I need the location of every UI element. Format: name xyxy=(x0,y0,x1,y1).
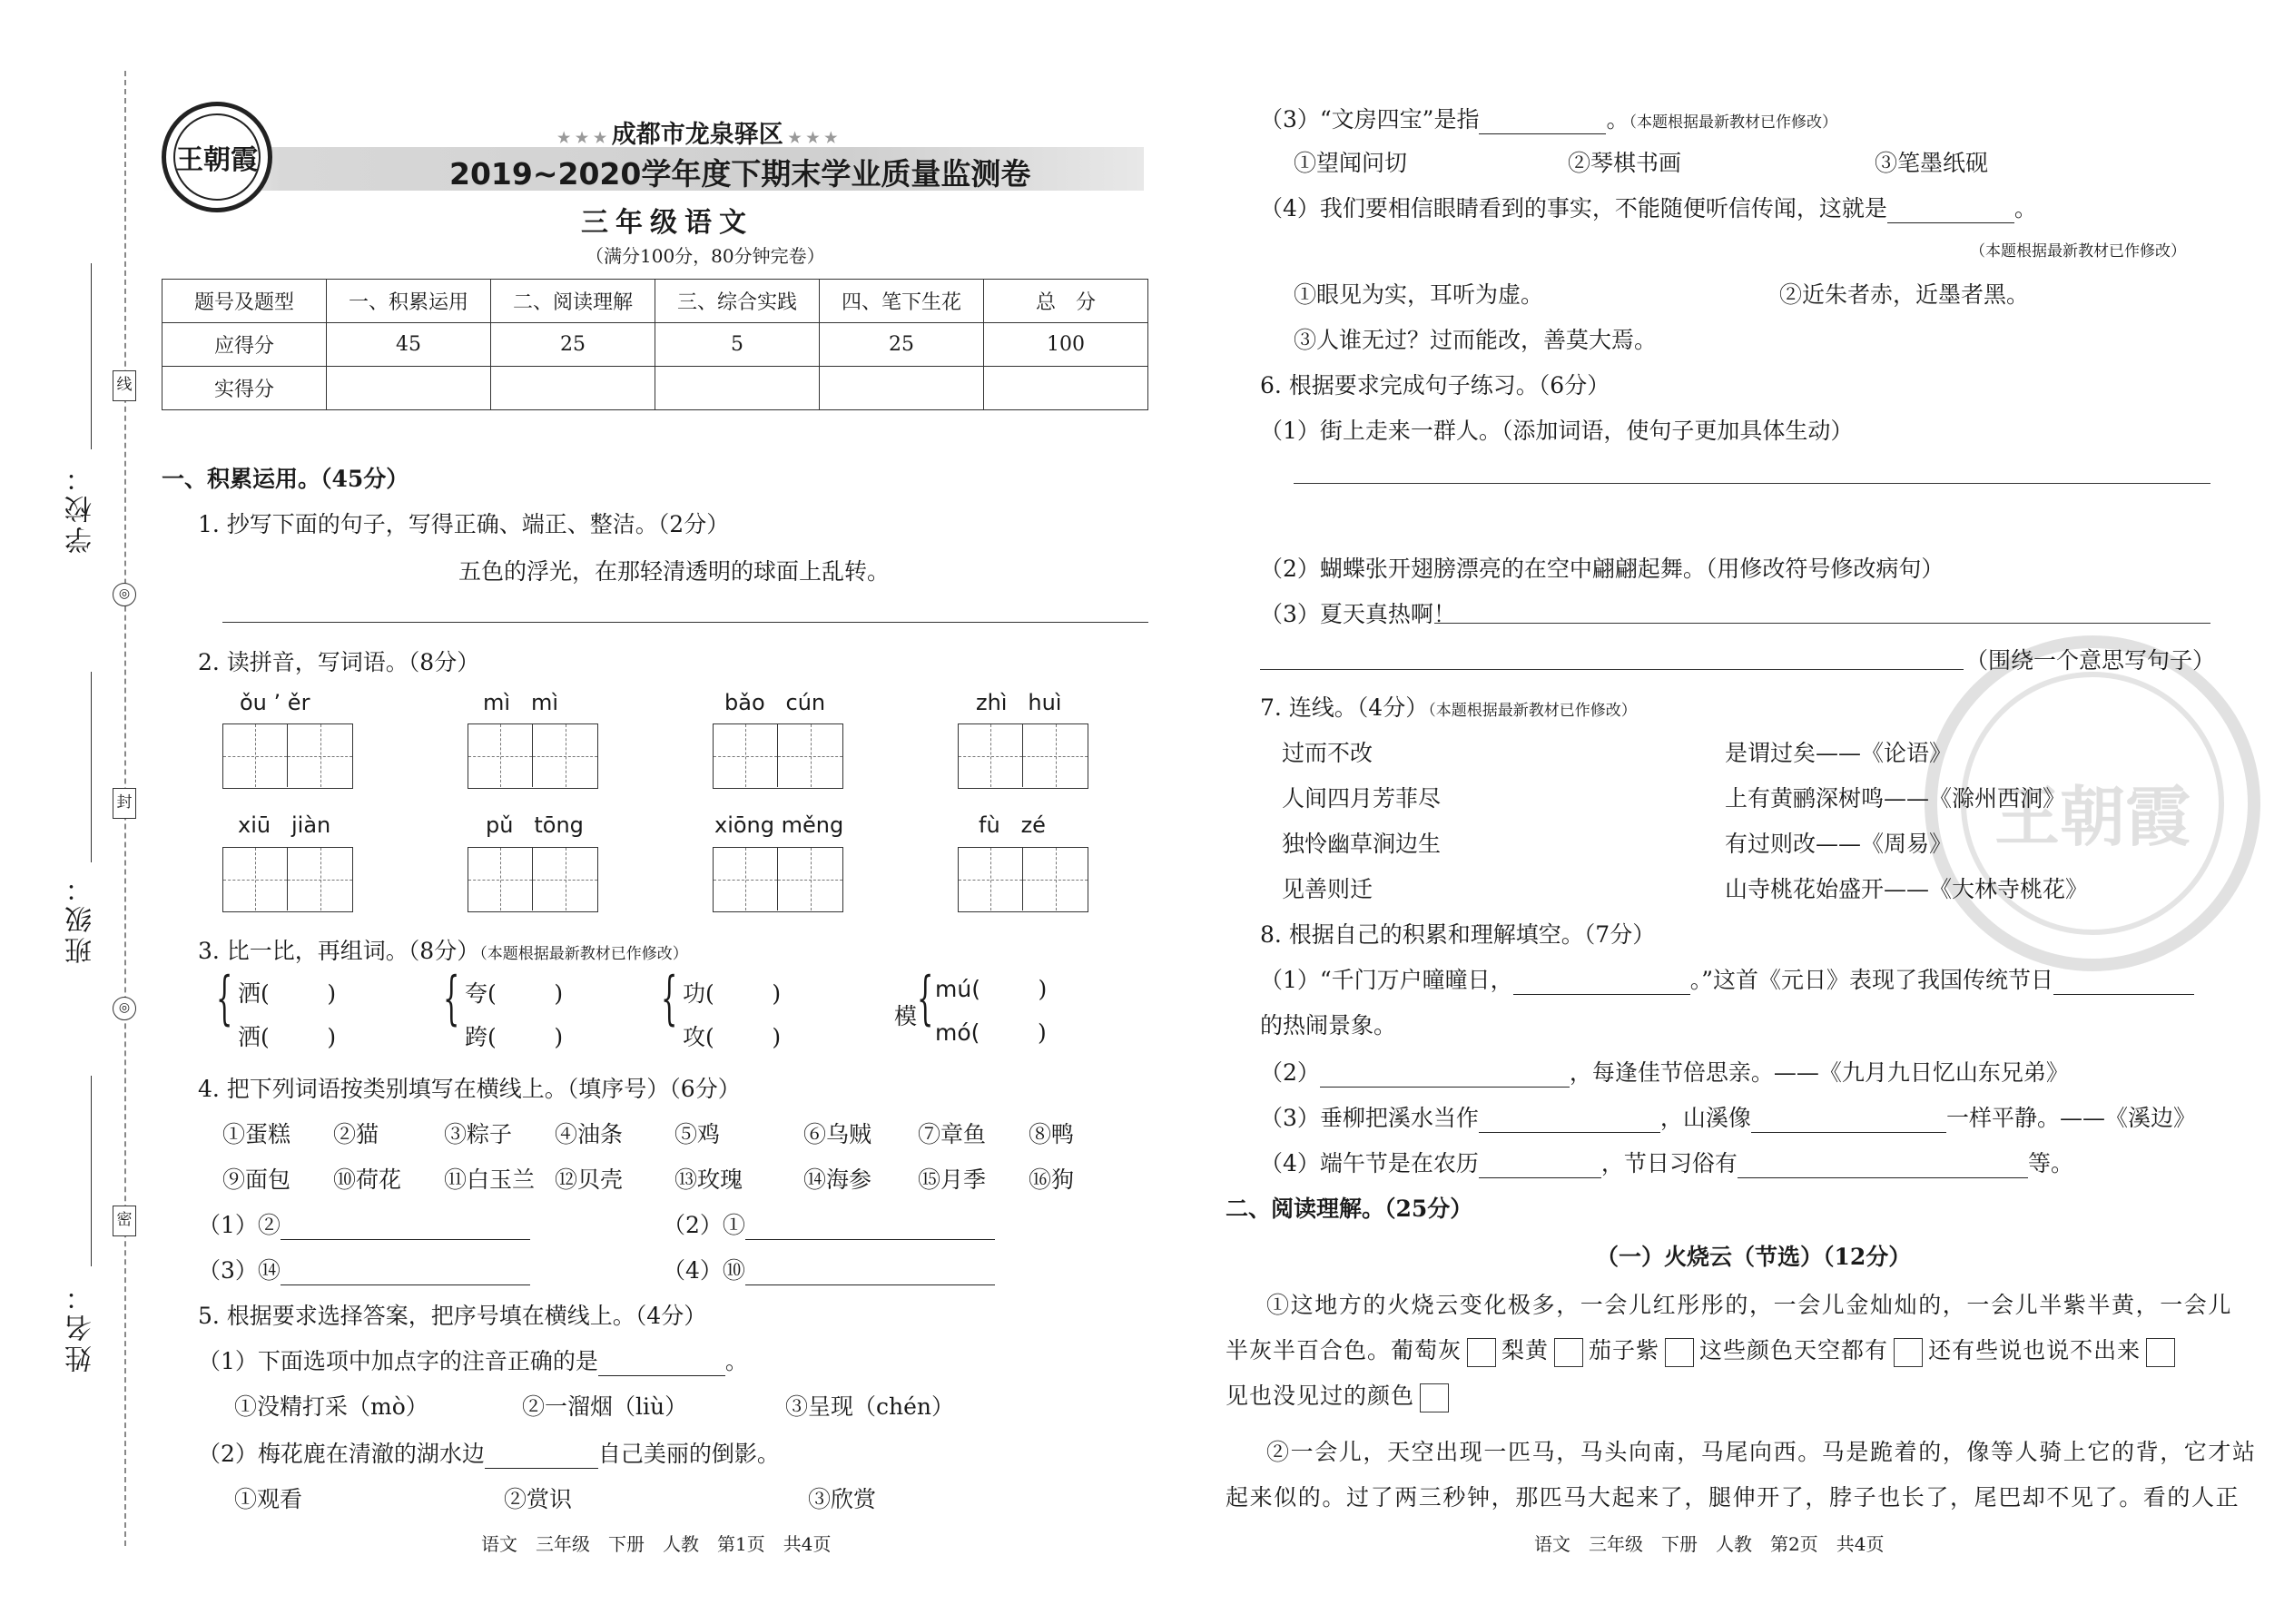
option: ②一溜烟（liù） xyxy=(522,1393,688,1420)
passage-paragraph: 起来似的。过了两三秒钟，那匹马大起来了，腿伸开了，脖子也长了，尾巴却不见了。看的人正 xyxy=(1226,1484,2240,1511)
tianzige-grid[interactable] xyxy=(222,723,353,789)
compare-word[interactable]: 功( ) xyxy=(683,980,782,1007)
question-6-2: （2）蝴蝶张开翅膀漂亮的在空中翩翩起舞。（用修改符号修改病句） xyxy=(1260,556,1944,582)
table-cell: 45 xyxy=(327,323,491,367)
score-input-cell[interactable] xyxy=(820,367,984,410)
question-6-1: （1）街上走来一群人。（添加词语，使句子更加具体生动） xyxy=(1260,418,1854,444)
word-list-row: ①蛋糕 ②猫 ③粽子 ④油条 ⑤鸡 ⑥乌贼 ⑦章鱼 ⑧鸭 xyxy=(222,1121,1075,1147)
answer-line[interactable] xyxy=(1434,623,2210,624)
punctuation-box[interactable] xyxy=(1420,1383,1449,1412)
table-row xyxy=(162,280,1148,323)
seal-mi-mark: 密 xyxy=(113,1206,136,1236)
tianzige-grid[interactable] xyxy=(468,723,598,789)
match-right-item[interactable]: 山寺桃花始盛开——《大林寺桃花》 xyxy=(1725,876,2089,902)
compare-word[interactable]: 洒( ) xyxy=(238,1024,337,1050)
option: ②赏识 xyxy=(504,1486,573,1512)
question-5-4[interactable]: （4）我们要相信眼睛看到的事实，不能随便听信传闻，这就是 。 xyxy=(1260,195,2037,221)
option: ①望闻问切 xyxy=(1294,150,1408,176)
question-5-3[interactable]: （3）“文房四宝”是指 。（本题根据最新教材已作修改） xyxy=(1260,106,1837,133)
question-1: 1. 抄写下面的句子，写得正确、端正、整洁。（2分） xyxy=(198,511,730,537)
polyphone-word[interactable]: mó( ) xyxy=(935,1019,1047,1046)
table-row xyxy=(162,323,1148,367)
name-input-line[interactable] xyxy=(91,1076,92,1266)
question-6-3-hint: （围绕一个意思写句子） xyxy=(1965,647,2216,674)
brace-icon: { xyxy=(443,965,460,1032)
pinyin-text: xiū jiàn xyxy=(238,812,331,838)
category-fill[interactable]: （4）⑩ xyxy=(663,1253,995,1285)
question-8-1[interactable]: （1）“千门万户曈曈日， 。”这首《元日》表现了我国传统节日 xyxy=(1260,962,2194,995)
passage-title: （一）火烧云（节选）（12分） xyxy=(1596,1244,1912,1270)
tianzige-grid[interactable] xyxy=(958,847,1088,912)
brace-icon: { xyxy=(216,965,233,1032)
question-6-3: （3）夏天真热啊！ xyxy=(1260,601,1456,627)
seal-feng-mark: 封 xyxy=(113,788,136,819)
option: ②近朱者赤，近墨者黑。 xyxy=(1779,281,2030,308)
brace-icon: { xyxy=(661,965,678,1032)
table-cell: 25 xyxy=(491,323,655,367)
table-cell: 应得分 xyxy=(162,323,327,367)
passage-paragraph: ②一会儿，天空出现一匹马，马头向南，马尾向西。马是跪着的，像等人骑上它的背，它才站 xyxy=(1266,1439,2257,1465)
name-label: 姓名： xyxy=(65,1280,97,1373)
seal-circle-icon: ◎ xyxy=(113,997,136,1020)
tianzige-grid[interactable] xyxy=(222,847,353,912)
question-6: 6. 根据要求完成句子练习。（6分） xyxy=(1260,372,1610,399)
option: ③欣赏 xyxy=(808,1486,877,1512)
punctuation-box[interactable] xyxy=(1554,1338,1583,1367)
table-cell: 100 xyxy=(984,323,1148,367)
tianzige-grid[interactable] xyxy=(713,847,843,912)
question-8-2[interactable]: （2） ，每逢佳节倍思亲。——《九月九日忆山东兄弟》 xyxy=(1260,1059,2069,1086)
punctuation-box[interactable] xyxy=(1467,1338,1496,1367)
match-left-item[interactable]: 见善则迁 xyxy=(1282,876,1373,902)
option: ③呈现（chén） xyxy=(785,1393,954,1420)
pinyin-text: bǎo cún xyxy=(724,690,826,715)
answer-line[interactable] xyxy=(1260,669,1964,670)
option: ③人谁无过？过而能改，善莫大焉。 xyxy=(1294,327,1658,353)
match-right-item[interactable]: 上有黄鹂深树鸣——《滁州西涧》 xyxy=(1725,785,2066,812)
score-input-cell[interactable] xyxy=(491,367,655,410)
compare-word[interactable]: 攻( ) xyxy=(683,1024,782,1050)
match-left-item[interactable]: 过而不改 xyxy=(1282,740,1373,766)
category-fill[interactable]: （3）⑭ xyxy=(198,1253,530,1285)
class-label: 班级： xyxy=(65,871,97,964)
school-input-line[interactable] xyxy=(91,263,92,449)
class-input-line[interactable] xyxy=(91,672,92,862)
pinyin-text: ǒu ’ ěr xyxy=(240,690,310,715)
brace-icon: { xyxy=(917,965,934,1032)
option: ①没精打采（mò） xyxy=(234,1393,428,1420)
pinyin-text: mì mì xyxy=(483,690,558,715)
seal-line-mark: 线 xyxy=(113,370,136,401)
score-input-cell[interactable] xyxy=(984,367,1148,410)
exam-note: （满分100分，80分钟完卷） xyxy=(586,245,825,267)
question-5: 5. 根据要求选择答案，把序号填在横线上。（4分） xyxy=(198,1303,707,1329)
school-label: 学校： xyxy=(65,461,97,554)
score-table xyxy=(162,279,1148,410)
pinyin-text: zhì huì xyxy=(976,690,1062,715)
match-right-item[interactable]: 有过则改——《周易》 xyxy=(1725,831,1953,857)
question-8: 8. 根据自己的积累和理解填空。（7分） xyxy=(1260,921,1656,948)
question-5-1[interactable]: （1）下面选项中加点字的注音正确的是 。 xyxy=(198,1348,748,1374)
section-1-heading: 一、积累运用。（45分） xyxy=(162,466,409,492)
word-list-row: ⑨面包 ⑩荷花 ⑪白玉兰 ⑫贝壳 ⑬玫瑰 ⑭海参 ⑮月季 ⑯狗 xyxy=(222,1166,1075,1193)
brand-logo: 王朝霞 xyxy=(162,102,272,212)
match-left-item[interactable]: 人间四月芳菲尽 xyxy=(1282,785,1442,812)
tianzige-grid[interactable] xyxy=(958,723,1088,789)
section-2-heading: 二、阅读理解。（25分） xyxy=(1226,1196,1473,1222)
punctuation-box[interactable] xyxy=(1665,1338,1694,1367)
question-4: 4. 把下列词语按类别填写在横线上。（填序号）（6分） xyxy=(198,1076,741,1102)
passage-paragraph: 见也没见过的颜色 xyxy=(1226,1378,1454,1412)
watermark-seal: 王朝霞 xyxy=(1925,635,2260,971)
question-7: 7. 连线。（4分）（本题根据最新教材已作修改） xyxy=(1260,694,1637,721)
table-header-cell: 四、笔下生花 xyxy=(820,280,984,323)
option: ②琴棋书画 xyxy=(1568,150,1682,176)
punctuation-box[interactable] xyxy=(2146,1338,2175,1367)
subject-title: 三年级语文 xyxy=(581,207,753,239)
page-footer: 语文 三年级 下册 人教 第2页 共4页 xyxy=(1534,1533,1885,1555)
polyphone-char: 模 xyxy=(894,1003,918,1029)
district-title: ★ ★ ★ 成都市龙泉驿区 ★ ★ ★ xyxy=(557,121,838,149)
question-5-2[interactable]: （2）梅花鹿在清澈的湖水边 自己美丽的倒影。 xyxy=(198,1441,780,1467)
option: ①观看 xyxy=(234,1486,303,1512)
answer-line[interactable] xyxy=(1294,483,2210,484)
table-header-cell: 一、积累运用 xyxy=(327,280,491,323)
compare-word[interactable]: 夸( ) xyxy=(465,980,564,1007)
seal-circle-icon: ◎ xyxy=(113,583,136,606)
exam-title: 2019~2020学年度下期末学业质量监测卷 xyxy=(449,156,1031,192)
passage-paragraph: 半灰半百合色。葡萄灰 梨黄 茄子紫 这些颜色天空都有 还有些说也说不出来 xyxy=(1226,1333,2181,1367)
tianzige-grid[interactable] xyxy=(713,723,843,789)
option: ③笔墨纸砚 xyxy=(1875,150,1989,176)
passage-paragraph: ①这地方的火烧云变化极多，一会儿红彤彤的，一会儿金灿灿的，一会儿半紫半黄，一会儿 xyxy=(1266,1292,2233,1318)
question-8-1-tail: 的热闹景象。 xyxy=(1260,1012,1397,1038)
compare-word[interactable]: 跨( ) xyxy=(465,1024,564,1050)
revision-note: （本题根据最新教材已作修改） xyxy=(1970,242,2186,261)
punctuation-box[interactable] xyxy=(1894,1338,1923,1367)
score-input-cell[interactable] xyxy=(655,367,820,410)
match-right-item[interactable]: 是谓过矣——《论语》 xyxy=(1725,740,1953,766)
table-cell: 25 xyxy=(820,323,984,367)
copy-answer-line[interactable] xyxy=(222,622,1148,623)
category-fill[interactable]: （2）① xyxy=(663,1207,995,1240)
score-input-cell[interactable] xyxy=(327,367,491,410)
table-row xyxy=(162,367,1148,410)
table-header-cell: 二、阅读理解 xyxy=(491,280,655,323)
polyphone-word[interactable]: mú( ) xyxy=(935,976,1048,1002)
table-cell: 实得分 xyxy=(162,367,327,410)
question-2: 2. 读拼音，写词语。（8分） xyxy=(198,649,480,675)
compare-word[interactable]: 洒( ) xyxy=(238,980,337,1007)
question-3: 3. 比一比，再组词。（8分）（本题根据最新教材已作修改） xyxy=(198,938,688,964)
pinyin-text: xiōng měng xyxy=(714,812,844,838)
question-8-4[interactable]: （4）端午节是在农历 ，节日习俗有 等。 xyxy=(1260,1150,2073,1176)
table-header-cell: 三、综合实践 xyxy=(655,280,820,323)
pinyin-text: pǔ tōng xyxy=(486,812,584,838)
match-left-item[interactable]: 独怜幽草涧边生 xyxy=(1282,831,1442,857)
tianzige-grid[interactable] xyxy=(468,847,598,912)
page-footer: 语文 三年级 下册 人教 第1页 共4页 xyxy=(481,1533,832,1555)
table-header-cell: 题号及题型 xyxy=(162,280,327,323)
question-8-3[interactable]: （3）垂柳把溪水当作 ，山溪像 一样平静。——《溪边》 xyxy=(1260,1105,2196,1131)
pinyin-text: fù zé xyxy=(979,812,1046,838)
table-cell: 5 xyxy=(655,323,820,367)
table-header-cell: 总 分 xyxy=(984,280,1148,323)
copy-sentence: 五色的浮光，在那轻清透明的球面上乱转。 xyxy=(458,558,891,585)
option: ①眼见为实，耳听为虚。 xyxy=(1294,281,1544,308)
category-fill[interactable]: （1）② xyxy=(198,1207,530,1240)
